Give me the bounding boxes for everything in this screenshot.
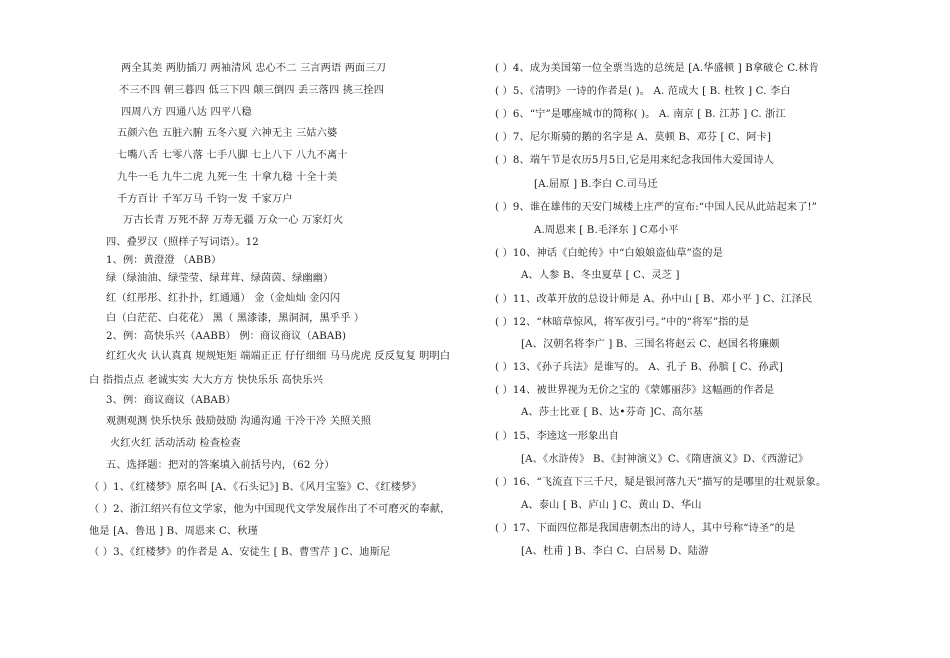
right-line: ( ）12、“林暗草惊风，将军夜引弓。”中的“将军”指的是 bbox=[495, 317, 750, 328]
right-line: [A、杜甫 ] B、李白 C、白居易 D、陆游 bbox=[521, 546, 709, 557]
left-line: 千方百计 千军万马 千钧一发 千家万户 bbox=[117, 194, 293, 205]
right-line: ( ）13、《孙子兵法》是谁写的。 A、孔子 B、孙膑 [ C、孙武] bbox=[495, 362, 783, 373]
right-line: ( ）9、谁在雄伟的天安门城楼上庄严的宣布:“中国人民从此站起来了!” bbox=[495, 202, 818, 213]
left-line: 白（白茫茫、白花花） 黑（ 黑漆漆，黑洞洞，黑乎乎 ） bbox=[106, 313, 365, 324]
right-line: ( ）11、改革开放的总设计师是 A、孙中山 [ B、邓小平 ] C、江泽民 bbox=[495, 294, 813, 305]
left-line: 红红火火 认认真真 规规矩矩 端端正正 仔仔细细 马马虎虎 反反复复 明明白 bbox=[106, 351, 451, 362]
right-line: [A、汉朝名将李广 ] B、三国名将赵云 C、赵国名将廉颇 bbox=[521, 339, 780, 350]
right-line: ( ）8、端午节是农历5月5日,它是用来纪念我国伟大爱国诗人 bbox=[495, 155, 774, 166]
right-line: ( ）5、《清明》一诗的作者是( )。 A. 范成大 [ B. 杜牧 ] C. 李白 bbox=[495, 86, 791, 97]
left-line: 五颜六色 五脏六腑 五冬六夏 六神无主 三姑六婆 bbox=[117, 128, 338, 139]
left-line: 两全其美 两肋插刀 两袖清风 忠心不二 三言两语 两面三刀 bbox=[121, 63, 387, 74]
right-line: ( ）4、成为美国第一位全票当选的总统是 [A.华盛顿 ] B拿破仑 C.林肯 bbox=[495, 63, 819, 74]
left-line: 1、例：黄澄澄 （ABB） bbox=[106, 255, 222, 266]
right-line: A、人参 B、冬虫夏草 [ C、灵芝 ] bbox=[521, 270, 680, 281]
left-line: 红（红彤彤、红扑扑，红通通） 金（金灿灿 金闪闪 bbox=[106, 293, 341, 304]
right-line: ( ）7、尼尔斯骑的鹅的名字是 A、莫顿 B、邓芬 [ C、阿卡] bbox=[495, 132, 772, 143]
left-line: 观测观测 快乐快乐 鼓励鼓励 沟通沟通 干冷干冷 关照关照 bbox=[106, 416, 372, 427]
right-line: [A.屈原 ] B.李白 C.司马迁 bbox=[534, 179, 658, 190]
left-line: 五、选择题：把对的答案填入前括号内，（62 分） bbox=[106, 460, 335, 471]
left-line: 四、叠罗汉（照样子写词语）。12 bbox=[106, 237, 259, 248]
left-line: 四周八方 四通八达 四平八稳 bbox=[121, 107, 252, 118]
right-line: ( ）14、被世界视为无价之宝的《蒙娜丽莎》这幅画的作者是 bbox=[495, 385, 775, 396]
right-line: ( ）16、“飞流直下三千尺，疑是银河落九天”描写的是哪里的壮观景象。 bbox=[495, 477, 827, 488]
right-line: [A、《水浒传》 B、《封神演义》C、《隋唐演义》D、《西游记》 bbox=[521, 454, 809, 465]
left-line: 七嘴八舌 七零八落 七手八脚 七上八下 八九不离十 bbox=[117, 150, 348, 161]
left-line: （ ）3、《红楼梦》的作者是 A、安徒生 [ B、曹雪芹 ] C、迪斯尼 bbox=[89, 547, 391, 558]
left-line: 火红火红 活动活动 检查检查 bbox=[110, 438, 241, 449]
left-line: 白 指指点点 老诚实实 大大方方 快快乐乐 高快乐兴 bbox=[89, 375, 324, 386]
left-line: 九牛一毛 九牛二虎 九死一生 十拿九稳 十全十美 bbox=[117, 172, 338, 183]
left-line: 万古长青 万死不辞 万寿无疆 万众一心 万家灯火 bbox=[123, 215, 344, 226]
right-line: ( ）10、神话《白蛇传》中“白娘娘盗仙草”盗的是 bbox=[495, 248, 723, 259]
left-line: 他是 [A、鲁迅 ] B、周恩来 C、秋瑾 bbox=[89, 526, 258, 537]
right-line: A.周恩来 [ B.毛泽东 ] C邓小平 bbox=[534, 225, 679, 236]
left-line: 2、例：高快乐兴（AABB） 例：商议商议（ABAB) bbox=[106, 331, 347, 342]
right-line: ( ）15、李逵这一形象出自 bbox=[495, 431, 620, 442]
left-line: （ ）2、浙江绍兴有位文学家，他为中国现代文学发展作出了不可磨灭的奉献， bbox=[89, 504, 451, 515]
right-line: ( ）17、下面四位都是我国唐朝杰出的诗人，其中号称“诗圣”的是 bbox=[495, 523, 796, 534]
left-line: 绿（绿油油、绿莹莹、绿茸茸、绿茵茵、绿幽幽） bbox=[106, 273, 334, 284]
right-line: A、莎士比亚 [ B、达•芬奇 ]C、高尔基 bbox=[521, 407, 704, 418]
left-line: 不三不四 朝三暮四 低三下四 颠三倒四 丢三落四 挑三拴四 bbox=[119, 85, 385, 96]
left-line: 3、例：商议商议（ABAB） bbox=[106, 395, 236, 406]
left-line: （ ）1、《红楼梦》原名叫 [A、《石头记》] B、《风月宝鉴》C、《红楼梦》 bbox=[89, 482, 422, 493]
right-line: A、泰山 [ B、庐山 ] C、黄山 D、华山 bbox=[521, 500, 702, 511]
right-line: ( ）6、“宁”是哪座城市的简称( )。 A. 南京 [ B. 江苏 ] C. 浙江 bbox=[495, 109, 786, 120]
